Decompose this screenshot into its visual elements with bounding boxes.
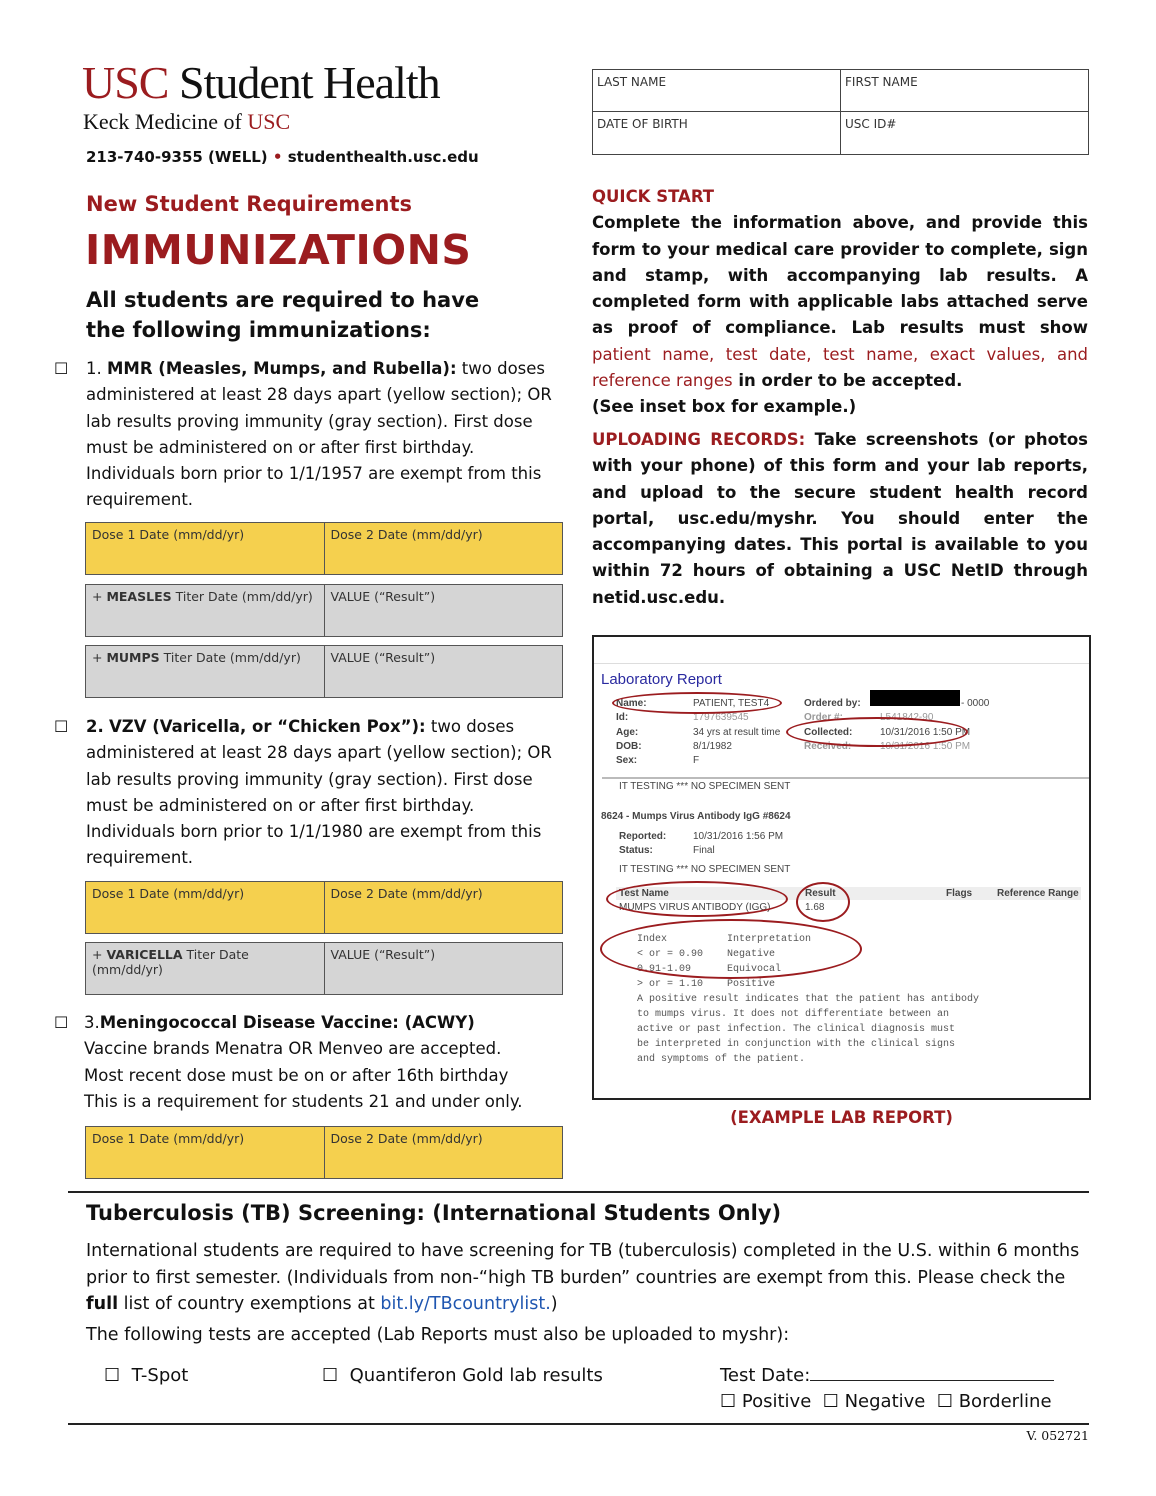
dob-field[interactable]: DATE OF BIRTH [597,117,688,131]
usc-id-field[interactable]: USC ID# [840,112,1088,154]
highlight-oval [600,919,862,979]
version: V. 052721 [1026,1428,1089,1443]
acwy-dose-row [85,1126,563,1179]
vzv-requirement: ☐ 2. VZV (Varicella, or “Chicken Pox”): two doses administered at least 28 days apart (yellow section); OR lab results proving immunity (gray section). First dose must be administered on or after first birthday. Individuals born prior to 1/1/1980 are exempt from this requirement. [86,714,556,872]
tspot-option[interactable]: ☐ T-Spot [104,1365,189,1386]
dose1-field[interactable]: Dose 1 Date (mm/dd/yr) [86,1127,324,1178]
mmr-dose-row [85,522,563,575]
positive-option[interactable]: ☐ Positive [720,1391,812,1412]
mmr-requirement: ☐ 1. MMR (Measles, Mumps, and Rubella): two doses administered at least 28 days apart (yellow section); OR lab results proving immunity (gray section). First dose must be administered on or after first birthday. Individuals born prior to 1/1/1957 are exempt from this requirement. [86,356,556,514]
mumps-titer-date[interactable]: + MUMPS Titer Date (mm/dd/yr) [86,646,324,697]
last-name-field[interactable]: LAST NAME [597,75,667,89]
divider [68,1423,1089,1425]
student-info-box [592,69,1089,155]
interpretation-text: Index Interpretation < or = 0.90 Negative 0.91-1.09 Equivocal > or = 1.10 Positive A positive result indicates that the patient has antibody to mumps virus. It does not differentiate between an active or past infection. The clinical diagnosis must be interpreted in conjunction with the clinical signs and symptoms of the patient. [637,934,980,1065]
vzv-checkbox[interactable]: ☐ [54,717,69,736]
varicella-titer-date[interactable]: + VARICELLA Titer Date (mm/dd/yr) [86,943,324,994]
highlight-oval [606,881,788,917]
test-date-field[interactable]: Test Date: [720,1365,1054,1386]
page-title: IMMUNIZATIONS [85,226,472,274]
lead-text: All students are required to have the following immunizations: [86,288,480,342]
redaction-bar [870,690,960,706]
quick-start: QUICK START Complete the information above, and provide this form to your medical care provider to complete, sign and stamp, with accompanying lab results. A completed form with applicable labs attached serve as proof of compliance. Lab results must show patient name, test date, test name, exact values, and reference ranges in order to be accepted. (See inset box for example.) [592,187,1088,417]
borderline-option[interactable]: ☐ Borderline [936,1391,1052,1412]
example-lab-report: Laboratory Report Name: PATIENT, TEST4 Id: 1797639545 Age: 34 yrs at result time DOB: 8/1/1982 Sex: F Ordered by: - 0000 Order #: L541842-90 Collected: 10/31/2016 1:50 PM Received: 10/31/2016 1:50 PM IT TESTING *** NO SPECIMEN SENT 8624 - Mumps Virus Antibody IgG #8624 Reported: 10/31/2016 1:56 PM Status: Final IT TESTING *** NO SPECIMEN SENT Test Name Result Flags Reference Range MUMPS VIRUS ANTIBODY (IGG) 1.68 Index Interpretation < or = 0.90 Negative 0.91-1.09 Equivocal > or = 1.10 Positive A positive result indicates that the patient has antibody to mumps virus. It does not differentiate between an active or past infection. The clinical diagnosis must be interpreted in conjunction with the clinical signs and symptoms of the patient. [592,635,1091,1100]
dose2-field[interactable]: Dose 2 Date (mm/dd/yr) [324,523,563,574]
mmr-checkbox[interactable]: ☐ [54,359,69,378]
dose1-field[interactable]: Dose 1 Date (mm/dd/yr) [86,523,324,574]
result-options [720,1391,1052,1412]
subtitle: New Student Requirements [86,192,413,216]
first-name-field[interactable]: FIRST NAME [840,70,1088,111]
negative-option[interactable]: ☐ Negative [822,1391,926,1412]
usc-student-health-logo: USC Student Health [82,57,440,108]
uploading-records: UPLOADING RECORDS: Take screenshots (or photos with your phone) of this form and your lab reports, and upload to the secure student health record portal, usc.edu/myshr. You should enter the accompanying dates. This portal is available to you within 72 hours of obtaining a USC NetID through netid.usc.edu. [592,430,1088,607]
divider [68,1191,1089,1193]
tb-accepted: The following tests are accepted (Lab Reports must also be uploaded to myshr): [86,1325,790,1345]
highlight-oval [612,692,782,714]
varicella-titer-row [85,942,563,995]
measles-titer-date[interactable]: + MEASLES Titer Date (mm/dd/yr) [86,585,324,636]
tb-heading: Tuberculosis (TB) Screening: (International Students Only) [86,1201,782,1225]
measles-value[interactable]: VALUE (“Result”) [324,585,563,636]
website-link[interactable]: studenthealth.usc.edu [287,148,479,166]
dose1-field[interactable]: Dose 1 Date (mm/dd/yr) [86,882,324,933]
lab-report-caption: (EXAMPLE LAB REPORT) [730,1108,953,1127]
mumps-titer-row [85,645,563,698]
acwy-requirement: ☐ 3.Meningococcal Disease Vaccine: (ACWY) Vaccine brands Menatra OR Menveo are accepted. Most recent dose must be on or after 16th birthday This is a requirement for students 21 and under only. [84,1010,554,1115]
varicella-value[interactable]: VALUE (“Result”) [324,943,563,994]
dose2-field[interactable]: Dose 2 Date (mm/dd/yr) [324,882,563,933]
dose2-field[interactable]: Dose 2 Date (mm/dd/yr) [324,1127,563,1178]
acwy-checkbox[interactable]: ☐ [54,1013,69,1032]
quantiferon-option[interactable]: ☐ Quantiferon Gold lab results [322,1365,603,1386]
tb-text: International students are required to have screening for TB (tuberculosis) completed in the U.S. within 6 months prior to first semester. (Individuals from non-“high TB burden” countries are exempt from this. Please check the full list of country exemptions at bit.ly/TBcountrylist.) [86,1241,1080,1314]
mumps-value[interactable]: VALUE (“Result”) [324,646,563,697]
highlight-oval [786,717,968,747]
vzv-dose-row [85,881,563,934]
keck-logo: Keck Medicine of USC [83,109,291,134]
measles-titer-row [85,584,563,637]
tb-country-link[interactable]: bit.ly/TBcountrylist. [380,1294,551,1314]
contact-line: 213-740-9355 (WELL) • studenthealth.usc.edu [86,148,479,166]
highlight-oval [796,882,850,922]
